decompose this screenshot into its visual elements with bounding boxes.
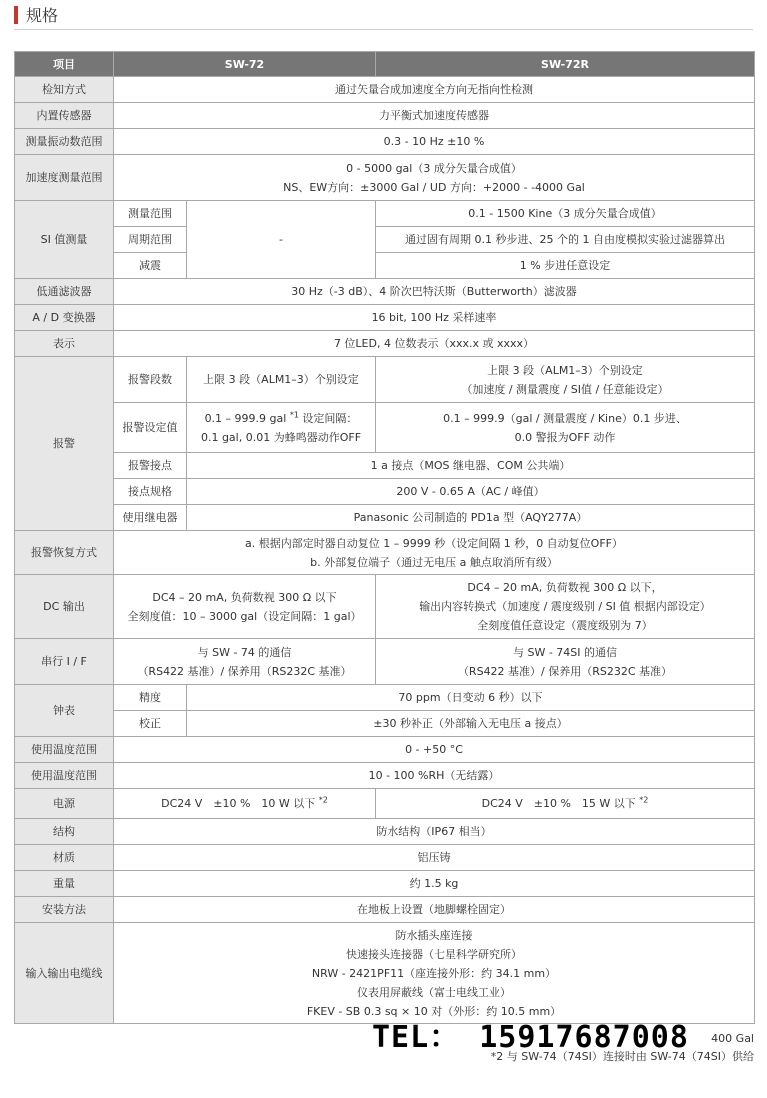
row-label: 加速度测量范围 [15, 155, 114, 201]
table-row [15, 639, 755, 685]
row-label: 使用温度范围 [15, 737, 114, 763]
table-row [15, 155, 755, 201]
sub-label: 报警接点 [114, 453, 187, 479]
value-text: 0.1 – 999.9 gal [204, 411, 287, 425]
row-label: 检知方式 [15, 77, 114, 103]
value-line: b. 外部复位端子（通过无电压 a 触点取消所有级） [310, 555, 558, 569]
row-value: 7 位LED, 4 位数表示（xxx.x 或 xxxx） [114, 331, 755, 357]
row-label: 重量 [15, 871, 114, 897]
header-model-b: SW-72R [376, 52, 755, 77]
value-line: NS、EW方向：±3000 Gal / UD 方向：+2000 - -4000 Gal [283, 180, 585, 194]
row-label: 串行 I / F [15, 639, 114, 685]
row-value-a [114, 575, 376, 639]
table-row [15, 479, 755, 505]
value-line: a. 根据内部定时器自动复位 1 – 9999 秒（设定间隔 1 秒，0 自动复位OFF） [244, 536, 623, 550]
value-line: FKEV - SB 0.3 sq × 10 对（外形：约 10.5 mm） [306, 1004, 562, 1018]
row-value-a: - [187, 201, 376, 279]
table-row [15, 453, 755, 479]
row-value-a: 上限 3 段（ALM1–3）个别设定 [187, 357, 376, 403]
value-line: 防水插头座连接 [395, 928, 473, 942]
value-line: 全刻度值任意设定（震度级别为 7） [477, 619, 653, 632]
row-value: 16 bit, 100 Hz 采样速率 [114, 305, 755, 331]
row-label: 电源 [15, 789, 114, 819]
sub-label: 报警设定值 [114, 403, 187, 453]
table-row [15, 531, 755, 575]
value-line: DC4 – 20 mA, 负荷数视 300 Ω 以下 [152, 590, 337, 604]
value-line: （加速度 / 测量震度 / SI值 / 任意能设定） [461, 382, 669, 396]
sub-label: 接点规格 [114, 479, 187, 505]
table-row [15, 253, 755, 279]
row-value-b: 通过固有周期 0.1 秒步进、25 个的 1 自由度模拟实验过滤器算出 [376, 227, 755, 253]
value-line: 与 SW - 74SI 的通信 [512, 645, 618, 659]
value-line: （RS422 基准）/ 保养用（RS232C 基准） [457, 664, 673, 678]
row-value-b [376, 575, 755, 639]
row-label: 报警 [15, 357, 114, 531]
table-row [15, 845, 755, 871]
row-value [114, 531, 755, 575]
section-title: 规格 [26, 6, 59, 25]
row-value [114, 923, 755, 1024]
table-row [15, 77, 755, 103]
row-label: 表示 [15, 331, 114, 357]
table-row [15, 357, 755, 403]
heading-accent-bar [14, 6, 18, 24]
row-label: 内置传感器 [15, 103, 114, 129]
row-value-a [114, 789, 376, 819]
sub-label: 报警段数 [114, 357, 187, 403]
sub-label: 周期范围 [114, 227, 187, 253]
row-value-b [376, 789, 755, 819]
row-label: A / D 变换器 [15, 305, 114, 331]
sub-label: 减震 [114, 253, 187, 279]
table-row [15, 279, 755, 305]
table-row [15, 711, 755, 737]
value-line: 0.0 警报为OFF 动作 [514, 430, 616, 444]
table-row [15, 331, 755, 357]
value-line: DC4 – 20 mA, 负荷数视 300 Ω 以下， [467, 581, 663, 594]
row-label: 材质 [15, 845, 114, 871]
footnote-1: 400 Gal [711, 1032, 754, 1045]
value-line: 0 - 5000 gal（3 成分矢量合成值） [346, 161, 522, 175]
row-value-b [376, 403, 755, 453]
sub-label: 校正 [114, 711, 187, 737]
table-header-row [15, 52, 755, 77]
row-value: 10 - 100 %RH（无结露） [114, 763, 755, 789]
row-label: DC 输出 [15, 575, 114, 639]
footnote-mark: *1 [289, 409, 299, 419]
row-label: 低通滤波器 [15, 279, 114, 305]
row-value: 30 Hz（-3 dB）、4 阶次巴特沃斯（Butterworth）滤波器 [114, 279, 755, 305]
row-label: 结构 [15, 819, 114, 845]
table-row [15, 789, 755, 819]
value-line: 全刻度值：10 – 3000 gal（设定间隔：1 gal） [127, 609, 362, 623]
table-row [15, 763, 755, 789]
value-text: 设定间隔： [302, 411, 358, 425]
phone-watermark: TEL： 15917687008 [372, 1020, 689, 1055]
table-row [15, 129, 755, 155]
header-model-a: SW-72 [114, 52, 376, 77]
value-line: 输出内容转换式（加速度 / 震度级别 / SI 值 根据内部设定） [419, 600, 711, 613]
table-row [15, 819, 755, 845]
row-value: 铝压铸 [114, 845, 755, 871]
sub-label: 精度 [114, 685, 187, 711]
value-line [190, 409, 372, 428]
row-label: 输入输出电缆线 [15, 923, 114, 1024]
row-value: 力平衡式加速度传感器 [114, 103, 755, 129]
value-line: 与 SW - 74 的通信 [197, 645, 292, 659]
footnote-mark: *2 [318, 795, 328, 805]
row-value: Panasonic 公司制造的 PD1a 型（AQY277A） [187, 505, 755, 531]
row-label: 钟表 [15, 685, 114, 737]
spec-table [14, 51, 755, 1024]
row-value-a [114, 639, 376, 685]
row-value-b: 0.1 - 1500 Kine（3 成分矢量合成值） [376, 201, 755, 227]
table-row [15, 103, 755, 129]
sub-label: 测量范围 [114, 201, 187, 227]
table-row [15, 227, 755, 253]
value-line: 仪表用屏蔽线（富士电线工业） [357, 985, 511, 999]
table-row [15, 871, 755, 897]
row-value-b: 1 % 步进任意设定 [376, 253, 755, 279]
section-heading [14, 0, 753, 30]
value-text: DC24 V ±10 % 10 W 以下 [161, 797, 316, 810]
table-row [15, 923, 755, 1024]
value-line: NRW - 2421PF11（座连接外形：约 34.1 mm） [311, 966, 557, 980]
value-line: 上限 3 段（ALM1–3）个别设定 [487, 363, 643, 377]
value-line: 快速接头连接器（七星科学研究所） [346, 947, 522, 961]
row-label: 报警恢复方式 [15, 531, 114, 575]
row-value: 0.3 - 10 Hz ±10 % [114, 129, 755, 155]
row-value-a [187, 403, 376, 453]
table-row [15, 737, 755, 763]
table-row [15, 201, 755, 227]
row-value: 约 1.5 kg [114, 871, 755, 897]
row-value: ±30 秒补正（外部输入无电压 a 接点） [187, 711, 755, 737]
value-line: （RS422 基准）/ 保养用（RS232C 基准） [137, 664, 352, 678]
header-item: 项目 [15, 52, 114, 77]
footnote-2: *2 与 SW-74（74SI）连接时由 SW-74（74SI）供给 [490, 1050, 754, 1063]
value-line: 0.1 – 999.9（gal / 测量震度 / Kine）0.1 步进、 [443, 411, 687, 425]
table-row [15, 575, 755, 639]
row-value: 1 a 接点（MOS 继电器、COM 公共端） [187, 453, 755, 479]
row-value-b [376, 357, 755, 403]
table-row [15, 505, 755, 531]
table-row [15, 403, 755, 453]
table-row [15, 305, 755, 331]
table-row [15, 897, 755, 923]
row-value [114, 155, 755, 201]
row-value: 在地板上设置（地脚螺栓固定） [114, 897, 755, 923]
sub-label: 使用继电器 [114, 505, 187, 531]
row-label: 安装方法 [15, 897, 114, 923]
row-label: 使用温度范围 [15, 763, 114, 789]
row-value: 通过矢量合成加速度全方向无指向性检测 [114, 77, 755, 103]
row-label: 测量振动数范围 [15, 129, 114, 155]
footnote-mark: *2 [639, 795, 649, 805]
value-text: DC24 V ±10 % 15 W 以下 [481, 797, 636, 810]
row-value: 0 - +50 °C [114, 737, 755, 763]
row-value: 200 V - 0.65 A（AC / 峰值） [187, 479, 755, 505]
table-row [15, 685, 755, 711]
row-value: 防水结构（IP67 相当） [114, 819, 755, 845]
row-value-b [376, 639, 755, 685]
row-value: 70 ppm（日变动 6 秒）以下 [187, 685, 755, 711]
value-line: 0.1 gal, 0.01 为蜂鸣器动作OFF [200, 430, 362, 444]
row-label: SI 值测量 [15, 201, 114, 279]
